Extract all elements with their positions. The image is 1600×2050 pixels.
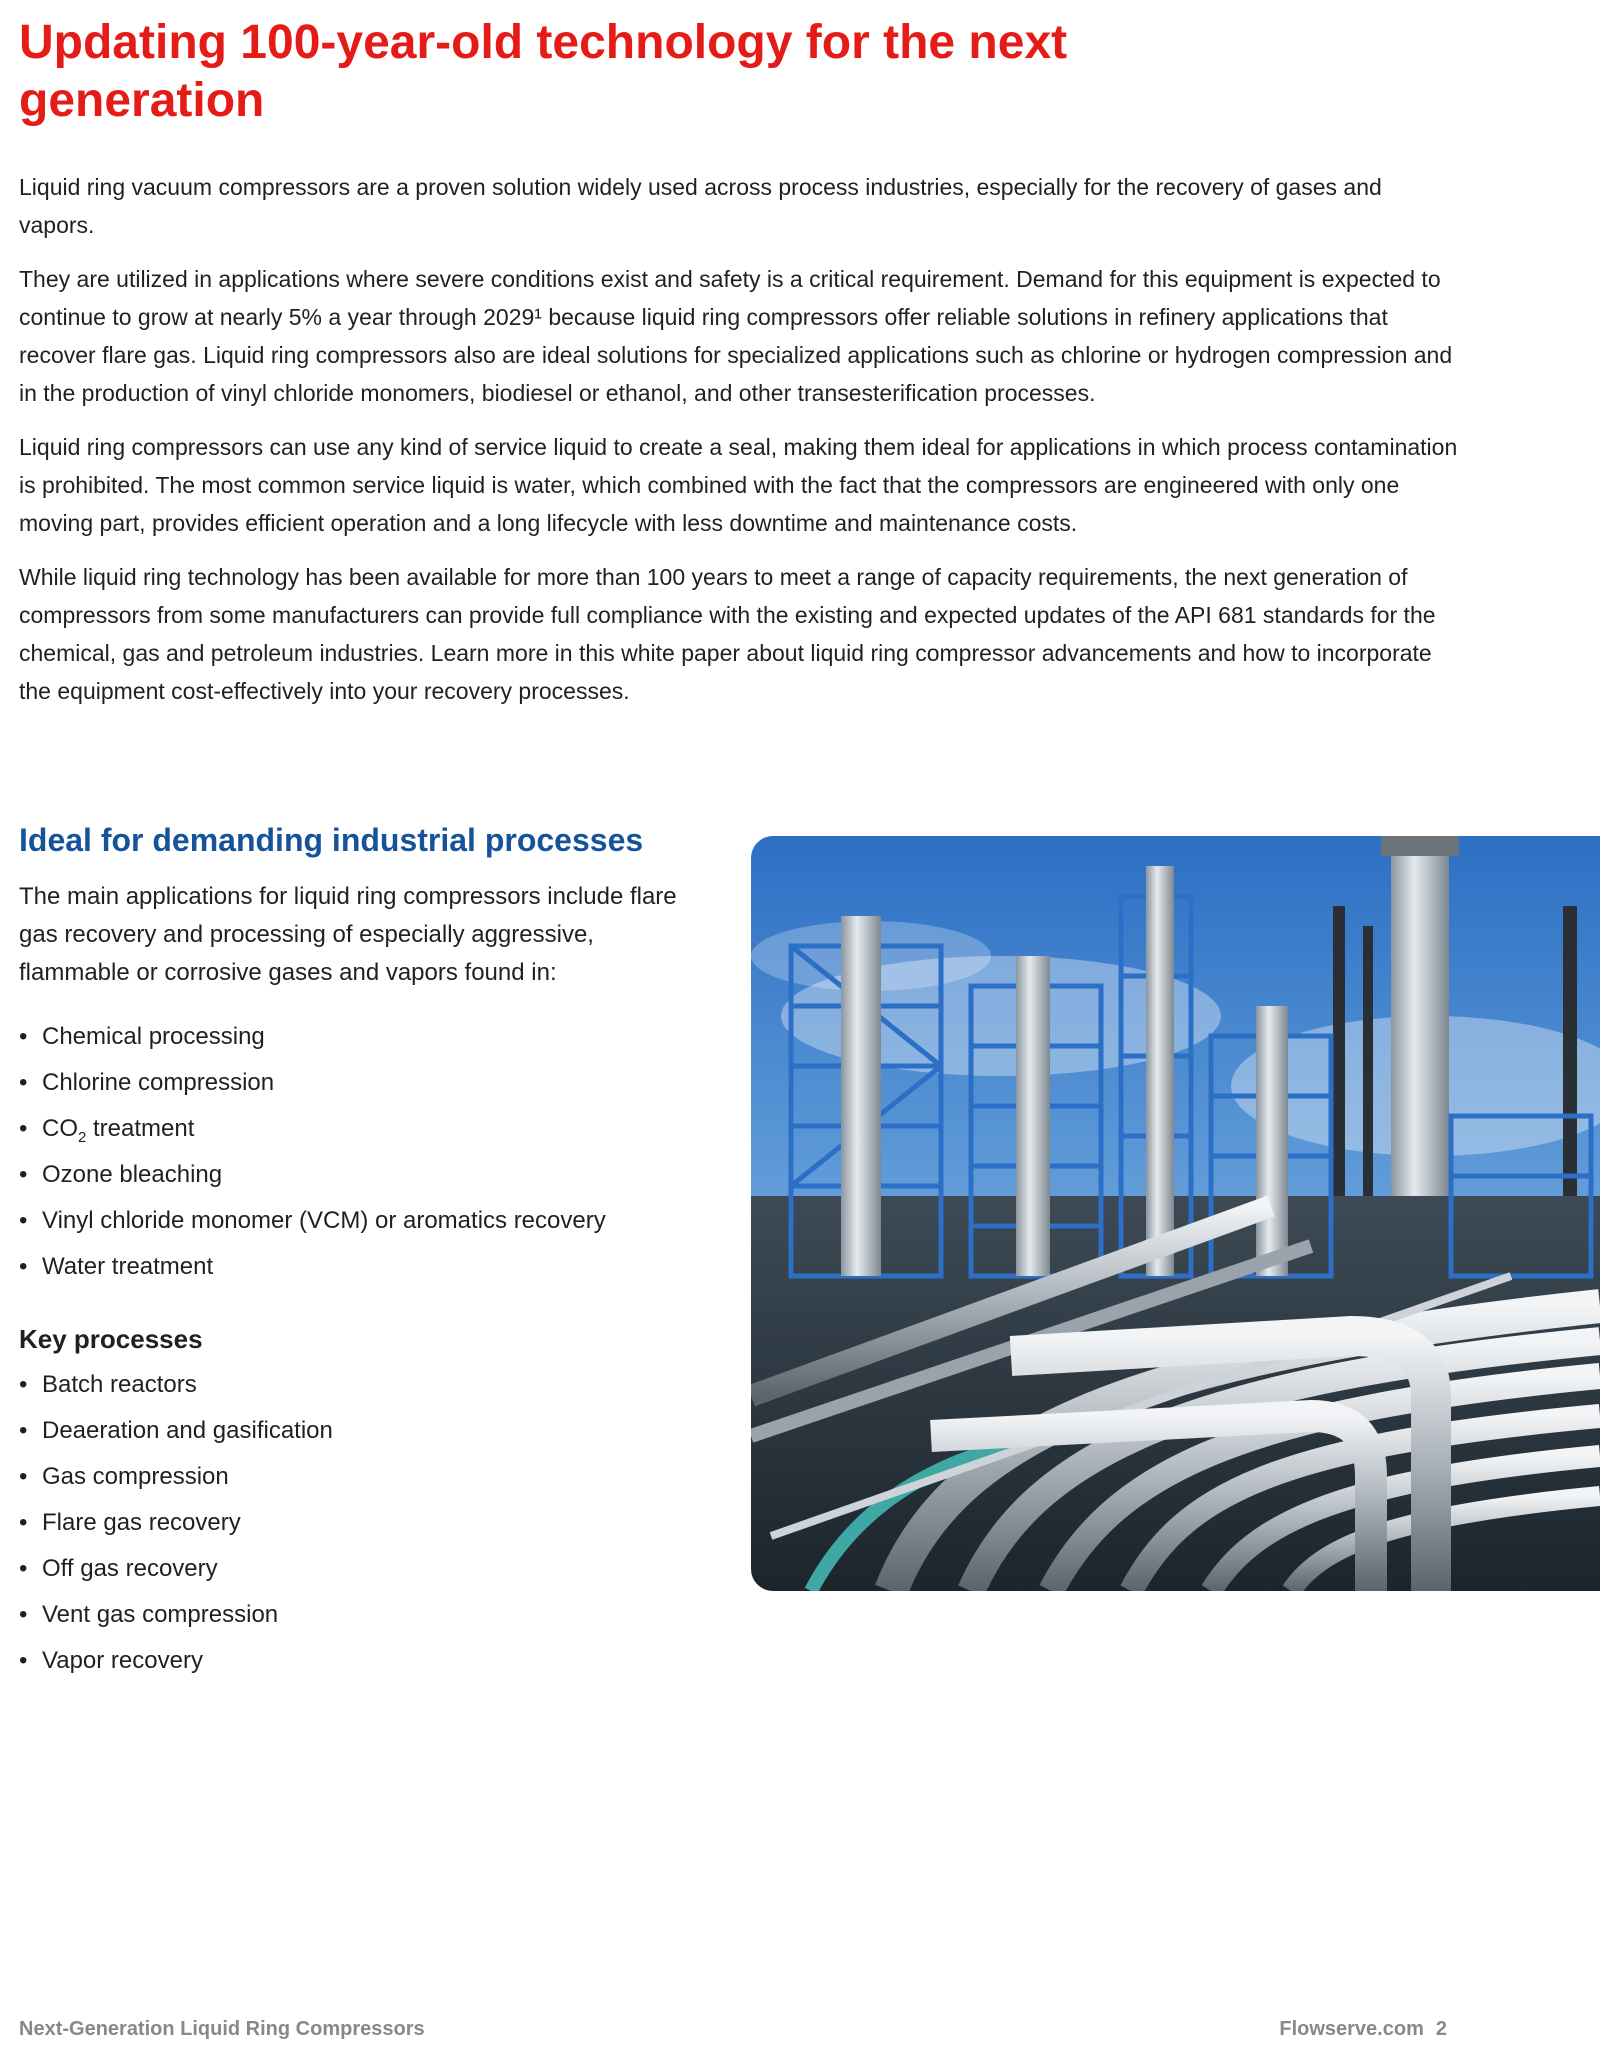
intro-paragraph: While liquid ring technology has been available for more than 100 years to meet a range of capacity requirements, the next generation of compressors from some manufacturers can provide full compliance with the existing and expected updates of the API 681 standards for the chemical, gas and petroleum industries. Learn more in this white paper about liquid ring compressor advancements and how to incorporate the equipment cost-effectively into your recovery processes. bbox=[19, 564, 1436, 704]
bullet-icon: • bbox=[19, 1161, 28, 1188]
list-item-text: Vapor recovery bbox=[42, 1647, 203, 1674]
bullet-icon: • bbox=[19, 1069, 28, 1096]
list-item bbox=[19, 1546, 333, 1592]
page-title: Updating 100-year-old technology for the next generation bbox=[19, 16, 1068, 127]
list-item-text: Vinyl chloride monomer (VCM) or aromatics recovery bbox=[42, 1207, 606, 1234]
key-processes-heading: Key processes bbox=[19, 1324, 203, 1354]
chimney-stack bbox=[1391, 836, 1449, 1256]
list-item bbox=[19, 1454, 333, 1500]
list-item bbox=[19, 1244, 606, 1290]
list-item bbox=[19, 1362, 333, 1408]
bullet-icon: • bbox=[19, 1463, 28, 1490]
intro-paragraph: Liquid ring vacuum compressors are a proven solution widely used across process industries, especially for the recovery of gases and vapors. bbox=[19, 174, 1382, 238]
list-item-text: Flare gas recovery bbox=[42, 1509, 241, 1536]
key-processes-list bbox=[19, 1362, 333, 1684]
footer-site: Flowserve.com bbox=[1279, 2018, 1424, 2040]
applications-list bbox=[19, 1014, 606, 1290]
list-item bbox=[19, 1592, 333, 1638]
bullet-icon: • bbox=[19, 1115, 28, 1142]
bullet-icon: • bbox=[19, 1509, 28, 1536]
section-heading: Ideal for demanding industrial processes bbox=[19, 822, 644, 858]
bullet-icon: • bbox=[19, 1371, 28, 1398]
list-item bbox=[19, 1408, 333, 1454]
list-item-text: Gas compression bbox=[42, 1463, 229, 1490]
bullet-icon: • bbox=[19, 1417, 28, 1444]
list-item-text: Deaeration and gasification bbox=[42, 1417, 333, 1444]
list-item bbox=[19, 1198, 606, 1244]
bullet-icon: • bbox=[19, 1253, 28, 1280]
list-item bbox=[19, 1060, 606, 1106]
intro-text bbox=[19, 168, 1459, 726]
list-item bbox=[19, 1638, 333, 1684]
list-item-text: Batch reactors bbox=[42, 1371, 197, 1398]
applications-intro: The main applications for liquid ring compressors include flare gas recovery and processing of especially aggressive, flammable or corrosive gases and vapors found in: bbox=[19, 883, 677, 986]
page-number: 2 bbox=[1435, 2018, 1447, 2040]
list-item-text: Chlorine compression bbox=[42, 1069, 275, 1096]
list-item-text: Chemical processing bbox=[42, 1023, 265, 1050]
list-item-text: Water treatment bbox=[42, 1253, 214, 1280]
list-item-text: Vent gas compression bbox=[42, 1601, 279, 1628]
list-item bbox=[19, 1014, 606, 1060]
process-column bbox=[841, 916, 881, 1276]
bullet-icon: • bbox=[19, 1207, 28, 1234]
intro-paragraph: They are utilized in applications where severe conditions exist and safety is a critical requirement. Demand for this equipment is expected to continue to grow at nearly 5% a year through 2029¹ because liquid ring compressors offer reliable solutions in refinery applications that recover flare gas. Liquid ring compressors also are ideal solutions for specialized applications such as chlorine or hydrogen compression and in the production of vinyl chloride monomers, biodiesel or ethanol, and other transesterification processes. bbox=[19, 266, 1453, 406]
footer-doc-title: Next-Generation Liquid Ring Compressors bbox=[19, 2018, 425, 2040]
bullet-icon: • bbox=[19, 1555, 28, 1582]
list-item bbox=[19, 1106, 606, 1152]
bullet-icon: • bbox=[19, 1601, 28, 1628]
list-item bbox=[19, 1152, 606, 1198]
list-item-text: $CO_2$ treatment bbox=[42, 1115, 195, 1146]
intro-paragraph: Liquid ring compressors can use any kind of service liquid to create a seal, making them ideal for applications in which process contamination is prohibited. The most common service liquid is water, which combined with the fact that the compressors are engineered with only one moving part, provides efficient operation and a long lifecycle with less downtime and maintenance costs. bbox=[19, 434, 1458, 536]
bullet-icon: • bbox=[19, 1647, 28, 1674]
refinery-photo bbox=[751, 836, 1600, 1591]
bullet-icon: • bbox=[19, 1023, 28, 1050]
list-item-text: Off gas recovery bbox=[42, 1555, 218, 1582]
list-item-text: Ozone bleaching bbox=[42, 1161, 223, 1188]
list-item bbox=[19, 1500, 333, 1546]
footer-right bbox=[1279, 2018, 1447, 2041]
